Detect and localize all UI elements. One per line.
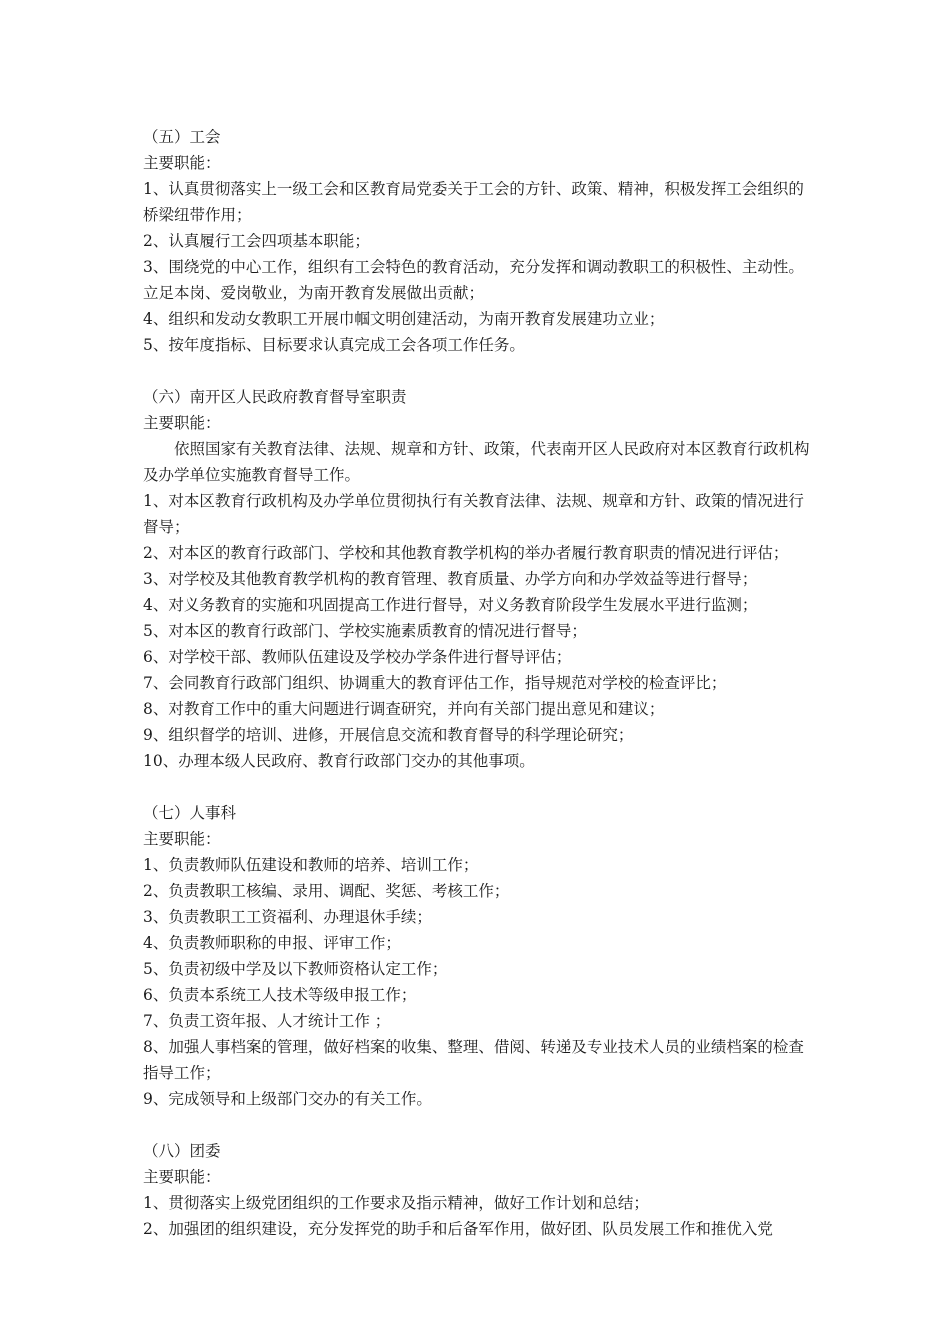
list-item: 6、负责本系统工人技术等级申报工作； <box>143 986 417 1004</box>
list-item: 9、完成领导和上级部门交办的有关工作。 <box>143 1090 432 1108</box>
list-item: 3、负责教职工工资福利、办理退休手续； <box>143 908 432 926</box>
list-item: 7、会同教育行政部门组织、协调重大的教育评估工作，指导规范对学校的检查评比； <box>143 674 727 692</box>
list-item: 5、对本区的教育行政部门、学校实施素质教育的情况进行督导； <box>143 622 587 640</box>
list-item: 7、负责工资年报、人才统计工作 ； <box>143 1012 391 1030</box>
list-item: 2、加强团的组织建设，充分发挥党的助手和后备军作用，做好团、队员发展工作和推优入党 <box>143 1220 773 1238</box>
document-body <box>143 124 813 1268</box>
section-title: （六）南开区人民政府教育督导室职责 <box>143 388 407 406</box>
list-item: 4、负责教师职称的申报、评审工作； <box>143 934 401 952</box>
section-title: （七）人事科 <box>143 804 237 822</box>
section-subtitle: 主要职能： <box>143 414 221 432</box>
list-item: 2、认真履行工会四项基本职能； <box>143 232 370 250</box>
list-item: 3、对学校及其他教育教学机构的教育管理、教育质量、办学方向和办学效益等进行督导； <box>143 570 758 588</box>
section-subtitle: 主要职能： <box>143 154 221 172</box>
list-item: 1、负责教师队伍建设和教师的培养、培训工作； <box>143 856 479 874</box>
list-item: 2、负责教职工核编、录用、调配、奖惩、考核工作； <box>143 882 510 900</box>
list-item: 8、对教育工作中的重大问题进行调查研究，并向有关部门提出意见和建议； <box>143 700 665 718</box>
section-title: （五）工会 <box>143 128 221 146</box>
list-item: 5、负责初级中学及以下教师资格认定工作； <box>143 960 448 978</box>
section-intro: 依照国家有关教育法律、法规、规章和方针、政策，代表南开区人民政府对本区教育行政机构及办学单位实施教育督导工作。 <box>143 440 810 484</box>
list-item: 1、认真贯彻落实上一级工会和区教育局党委关于工会的方针、政策、精神，积极发挥工会组织的桥梁纽带作用； <box>143 180 804 224</box>
list-item: 9、组织督学的培训、进修，开展信息交流和教育督导的科学理论研究； <box>143 726 634 744</box>
list-item: 8、加强人事档案的管理，做好档案的收集、整理、借阅、转递及专业技术人员的业绩档案的检查指导工作； <box>143 1038 804 1082</box>
section-subtitle: 主要职能： <box>143 1168 221 1186</box>
list-item: 3、围绕党的中心工作，组织有工会特色的教育活动，充分发挥和调动教职工的积极性、主动性。立足本岗、爱岗敬业，为南开教育发展做出贡献； <box>143 258 804 302</box>
section-supervision-office <box>143 384 813 774</box>
section-title: （八）团委 <box>143 1142 221 1160</box>
list-item: 4、对义务教育的实施和巩固提高工作进行督导，对义务教育阶段学生发展水平进行监测； <box>143 596 758 614</box>
list-item: 4、组织和发动女教职工开展巾帼文明创建活动，为南开教育发展建功立业； <box>143 310 665 328</box>
list-item: 1、贯彻落实上级党团组织的工作要求及指示精神，做好工作计划和总结； <box>143 1194 649 1212</box>
section-youth-league <box>143 1138 813 1242</box>
list-item: 6、对学校干部、教师队伍建设及学校办学条件进行督导评估； <box>143 648 572 666</box>
section-subtitle: 主要职能： <box>143 830 221 848</box>
section-personnel <box>143 800 813 1112</box>
list-item: 5、按年度指标、目标要求认真完成工会各项工作任务。 <box>143 336 525 354</box>
section-union <box>143 124 813 358</box>
list-item: 10、办理本级人民政府、教育行政部门交办的其他事项。 <box>143 752 535 770</box>
list-item: 1、对本区教育行政机构及办学单位贯彻执行有关教育法律、法规、规章和方针、政策的情况进行督导； <box>143 492 804 536</box>
list-item: 2、对本区的教育行政部门、学校和其他教育教学机构的举办者履行教育职责的情况进行评估； <box>143 544 789 562</box>
